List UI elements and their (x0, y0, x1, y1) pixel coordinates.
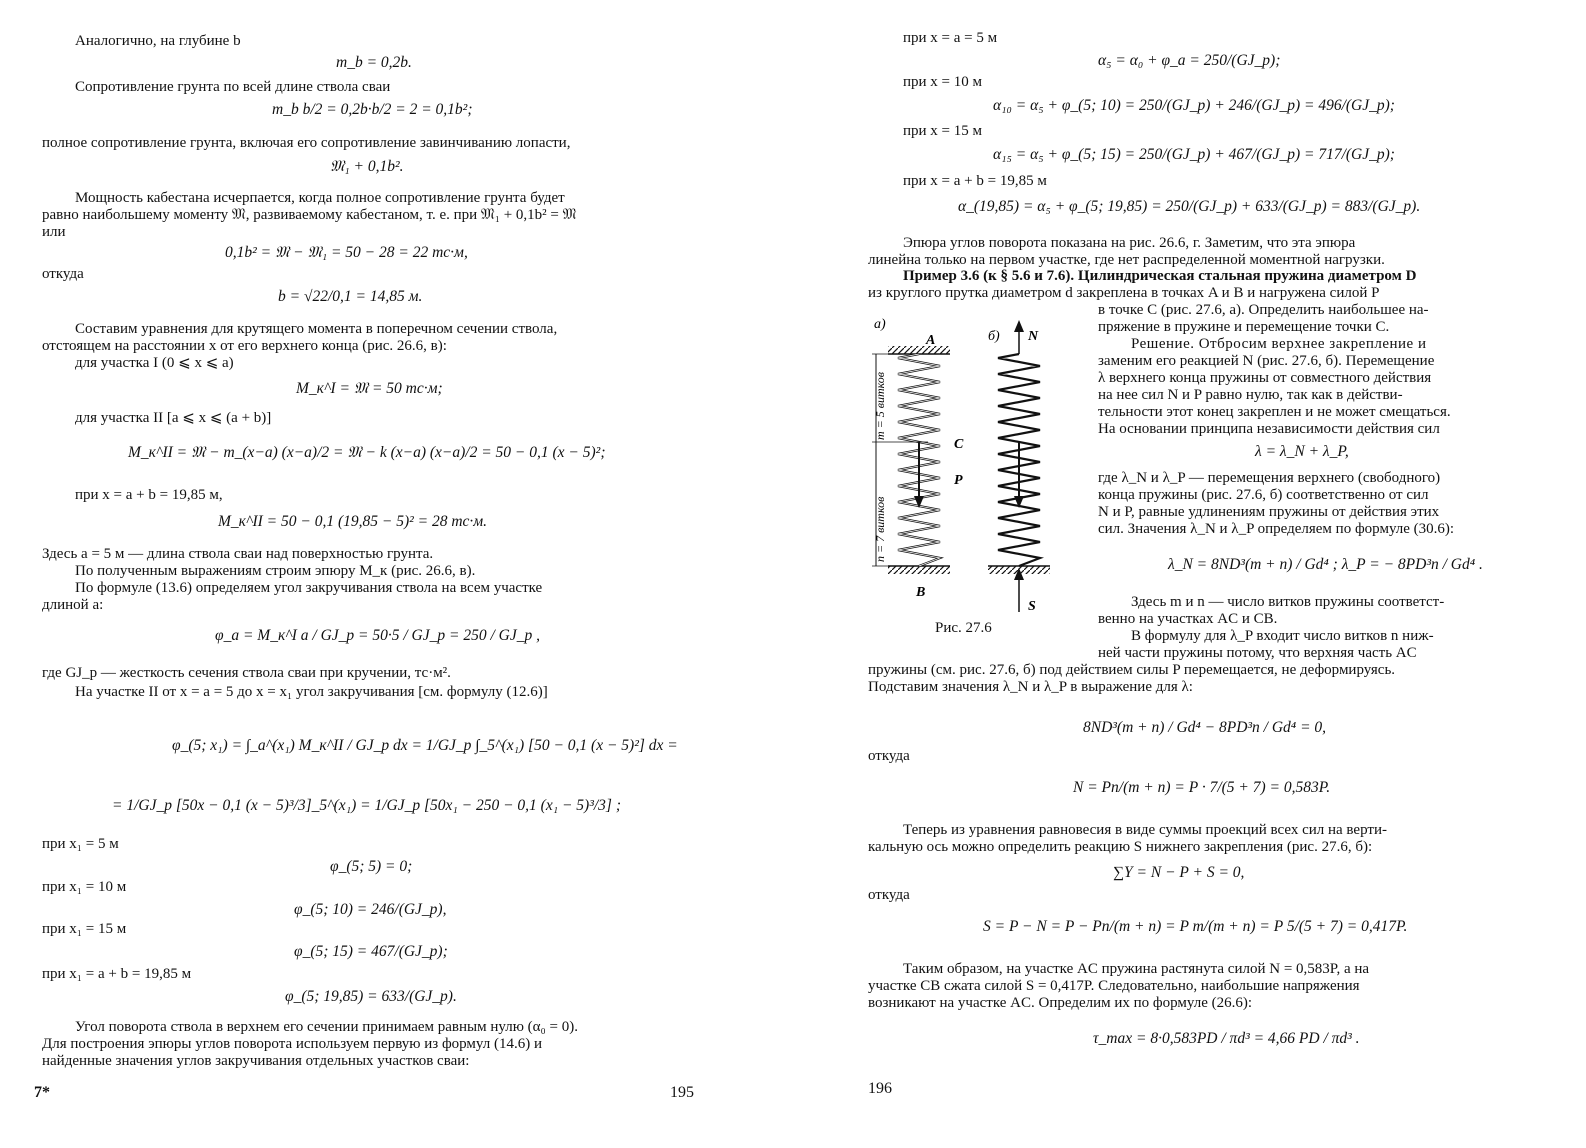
formula: α₁₀ = α₅ + φ_(5; 10) = 250/(GJ_p) + 246/(GJ_p) = 496/(GJ_p); (993, 97, 1395, 114)
text-line: венно на участках AC и CB. (1098, 611, 1278, 627)
text-line: Решение. Отбросим верхнее закрепление и (1131, 336, 1427, 352)
formula: b = √22/0,1 = 14,85 м. (278, 288, 423, 305)
text-line: кальную ось можно определить реакцию S нижнего закрепления (рис. 27.6, б): (868, 839, 1373, 855)
force-n-label: N (1028, 329, 1039, 344)
page-number: 195 (670, 1084, 694, 1101)
point-c-label: C (954, 437, 964, 452)
formula: M_к^II = 𝔐 − m_(x−a) (x−a)/2 = 𝔐 − k (x−a) (x−a)/2 = 50 − 0,1 (x − 5)²; (128, 444, 606, 461)
text-line: пружины (см. рис. 27.6, б) под действием силы P перемещается, не деформируясь. (868, 662, 1396, 678)
text-line: на нее сил N и P равно нулю, так как в действи- (1098, 387, 1403, 403)
text-line: в точке C (рис. 27.6, а). Определить наибольшее на- (1098, 302, 1429, 318)
formula: N = Pn/(m + n) = P · 7/(5 + 7) = 0,583P. (1073, 779, 1331, 796)
text-line: На основании принципа независимости действия сил (1098, 421, 1440, 437)
text-line: конца пружины (рис. 27.6, б) соответственно от сил (1098, 487, 1429, 503)
text-line: По полученным выражениям строим эпюру M_к (рис. 26.6, в). (75, 563, 476, 579)
force-n-arrowhead (1014, 320, 1024, 332)
formula: S = P − N = P − Pn/(m + n) = P m/(m + n) = P 5/(5 + 7) = 0,417P. (983, 918, 1408, 935)
text-line: или (42, 224, 66, 240)
text-line: Для построения эпюры углов поворота используем первую из формул (14.6) и (42, 1036, 543, 1052)
formula: M_к^II = 50 − 0,1 (19,85 − 5)² = 28 тс·м. (218, 513, 488, 530)
text-line: Здесь m и n — число витков пружины соответст- (1131, 594, 1445, 610)
text-line: Подставим значения λ_N и λ_P в выражение для λ: (868, 679, 1193, 695)
text-line: где λ_N и λ_P — перемещения верхнего (свободного) (1098, 470, 1441, 486)
right-page (793, 0, 1586, 1148)
formula: 0,1b² = 𝔐 − 𝔐₁ = 50 − 28 = 22 тс·м, (225, 244, 468, 261)
text-line: Таким образом, на участке AC пружина растянута силой N = 0,583P, а на (903, 961, 1370, 977)
text-line: равно наибольшему моменту 𝔐, развиваемому кабестаном, т. е. при 𝔐₁ + 0,1b² = 𝔐 (42, 207, 577, 223)
formula: τ_max = 8·0,583PD / πd³ = 4,66 PD / πd³ . (1093, 1030, 1360, 1047)
formula: λ = λ_N + λ_P, (1255, 443, 1349, 460)
text-line: при x₁ = 10 м (42, 879, 127, 895)
text-line: N и P, равные удлинениям пружины от действия этих (1098, 504, 1440, 520)
text-line: заменим его реакцией N (рис. 27.6, б). Перемещение (1098, 353, 1435, 369)
text-line: Угол поворота ствола в верхнем его сечении принимаем равным нулю (α₀ = 0). (75, 1019, 578, 1035)
text-line: при x₁ = a + b = 19,85 м (42, 966, 192, 982)
text-line: линейна только на первом участке, где нет распределенной моментной нагрузки. (868, 252, 1385, 268)
formula: m_b = 0,2b. (336, 54, 412, 71)
label-a: а) (874, 317, 886, 332)
text-line: возникают на участке AC. Определим их по формуле (26.6): (868, 995, 1253, 1011)
text-line: Аналогично, на глубине b (75, 33, 241, 49)
formula: = 1/GJ_p [50x − 0,1 (x − 5)³/3]_5^(x₁) = 1/GJ_p [50x₁ − 250 − 0,1 (x₁ − 5)³/3] ; (112, 797, 621, 814)
formula: α_(19,85) = α₅ + φ_(5; 19,85) = 250/(GJ_p) + 633/(GJ_p) = 883/(GJ_p). (958, 198, 1421, 215)
text-line: Мощность кабестана исчерпается, когда полное сопротивление грунта будет (75, 190, 565, 206)
label-b: б) (988, 329, 1000, 344)
text-line: из круглого прутка диаметром d закреплена в точках A и B и нагружена силой P (868, 285, 1380, 301)
figure-caption: Рис. 27.6 (935, 620, 992, 636)
text-line: откуда (868, 748, 910, 764)
formula: ∑Y = N − P + S = 0, (1113, 864, 1245, 881)
text-line: найденные значения углов закручивания отдельных участков сваи: (42, 1053, 470, 1069)
formula: φ_a = M_к^I a / GJ_p = 50·5 / GJ_p = 250 / GJ_p , (215, 627, 540, 644)
formula: α₅ = α₀ + φ_a = 250/(GJ_p); (1098, 52, 1281, 69)
text-line: По формуле (13.6) определяем угол закручивания ствола на всем участке (75, 580, 543, 596)
text-line: На участке II от x = a = 5 до x = x₁ угол закручивания [см. формулу (12.6)] (75, 684, 548, 700)
text-line: В формулу для λ_P входит число витков n ниж- (1131, 628, 1434, 644)
text-line: при x = a = 5 м (903, 30, 998, 46)
text-line: откуда (42, 266, 84, 282)
formula: α₁₅ = α₅ + φ_(5; 15) = 250/(GJ_p) + 467/(GJ_p) = 717/(GJ_p); (993, 146, 1395, 163)
text-line: сил. Значения λ_N и λ_P определяем по формуле (30.6): (1098, 521, 1455, 537)
spring-figure (868, 300, 1098, 640)
text-line: для участка I (0 ⩽ x ⩽ a) (75, 355, 234, 371)
text-line: участке CB сжата силой S = 0,417P. Следовательно, наибольшие напряжения (868, 978, 1360, 994)
text-line: при x₁ = 5 м (42, 836, 119, 852)
text-line: для участка II [a ⩽ x ⩽ (a + b)] (75, 410, 272, 426)
formula: φ_(5; 10) = 246/(GJ_p), (294, 901, 447, 918)
text-line: где GJ_p — жесткость сечения ствола сваи при кручении, тс·м². (42, 665, 451, 681)
formula: M_к^I = 𝔐 = 50 тс·м; (296, 380, 443, 397)
formula: φ_(5; 5) = 0; (330, 858, 413, 875)
text-line: Теперь из уравнения равновесия в виде суммы проекций всех сил на верти- (903, 822, 1387, 838)
text-line: при x₁ = 15 м (42, 921, 127, 937)
formula: 𝔐₁ + 0,1b². (330, 158, 404, 175)
text-line: отстоящем на расстоянии x от его верхнего конца (рис. 26.6, в): (42, 338, 447, 354)
text-line: пряжение в пружине и перемещение точки C. (1098, 319, 1390, 335)
dim-label-m: m = 5 витков (873, 371, 887, 440)
formula: φ_(5; x₁) = ∫_a^(x₁) M_к^II / GJ_p dx = 1/GJ_p ∫_5^(x₁) [50 − 0,1 (x − 5)²] dx = (172, 737, 678, 754)
bottom-support (888, 566, 950, 574)
formula: φ_(5; 19,85) = 633/(GJ_p). (285, 988, 457, 1005)
page-number: 196 (868, 1080, 892, 1097)
formula: φ_(5; 15) = 467/(GJ_p); (294, 943, 448, 960)
text-line: тельности этот конец закреплен и не может смещаться. (1098, 404, 1451, 420)
text-line: Эпюра углов поворота показана на рис. 26.6, г. Заметим, что эта эпюра (903, 235, 1356, 251)
formula: λ_N = 8ND³(m + n) / Gd⁴ ; λ_P = − 8PD³n / Gd⁴ . (1168, 556, 1483, 573)
top-support (888, 346, 950, 354)
point-a-label: A (926, 333, 936, 348)
text-line: Составим уравнения для крутящего момента в поперечном сечении ствола, (75, 321, 558, 337)
example-heading: Пример 3.6 (к § 5.6 и 7.6). Цилиндрическая стальная пружина диаметром D (903, 268, 1417, 284)
point-b-label: B (916, 585, 926, 600)
force-p-label: P (954, 473, 963, 488)
text-line: длиной a: (42, 597, 104, 613)
text-line: при x = a + b = 19,85 м (903, 173, 1047, 189)
text-line: при x = 10 м (903, 74, 983, 90)
text-line: полное сопротивление грунта, включая его сопротивление завинчиванию лопасти, (42, 135, 571, 151)
formula: m_b b/2 = 0,2b·b/2 = 2 = 0,1b²; (272, 101, 473, 118)
force-s-label: S (1028, 599, 1036, 614)
text-line: Сопротивление грунта по всей длине ствола сваи (75, 79, 391, 95)
text-line: Здесь a = 5 м — длина ствола сваи над поверхностью грунта. (42, 546, 434, 562)
signature-mark: 7* (34, 1084, 50, 1101)
text-line: λ верхнего конца пружины от совместного действия (1098, 370, 1432, 386)
text-line: ней части пружины потому, что верхняя часть AC (1098, 645, 1417, 661)
formula: 8ND³(m + n) / Gd⁴ − 8PD³n / Gd⁴ = 0, (1083, 719, 1327, 736)
text-line: откуда (868, 887, 910, 903)
dim-label-n: n = 7 витков (873, 496, 887, 562)
text-line: при x = 15 м (903, 123, 983, 139)
text-line: при x = a + b = 19,85 м, (75, 487, 223, 503)
